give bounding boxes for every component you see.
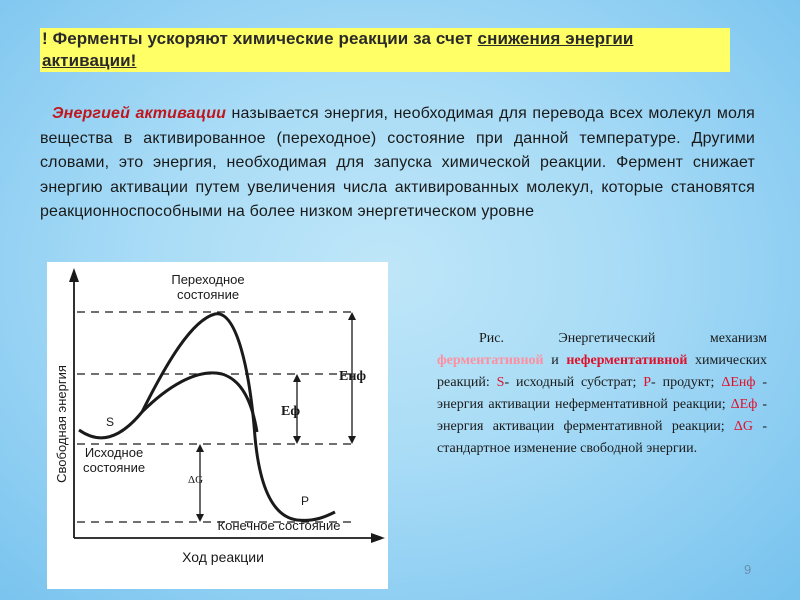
e-nf-label: Енф bbox=[339, 369, 367, 384]
transition-state-label-2: состояние bbox=[176, 287, 240, 302]
initial-state-label-2: состояние bbox=[82, 460, 146, 475]
caption-enzymatic: ферментативной bbox=[437, 353, 544, 368]
caption-part-3: химических реакций: bbox=[437, 353, 767, 390]
caption-part-5: - продукт; bbox=[651, 375, 722, 390]
term-activation-energy: Энергией активации bbox=[52, 105, 227, 122]
caption-part-8: - стандартное изменение свободной энергии. bbox=[437, 419, 767, 456]
caption-ef: ΔЕф bbox=[730, 397, 758, 412]
s-label: S bbox=[106, 415, 115, 429]
headline-banner bbox=[40, 28, 730, 72]
y-axis-label: Свободная энергия bbox=[54, 365, 69, 483]
headline-highlight: снижения энергии активации! bbox=[42, 29, 634, 70]
x-axis-arrow bbox=[371, 533, 385, 543]
page-number: 9 bbox=[744, 562, 752, 577]
caption-s: S bbox=[496, 375, 505, 390]
caption-part-7: - энергия активации ферментативной реакции; bbox=[437, 397, 767, 434]
caption-part-4: - исходный субстрат; bbox=[504, 375, 644, 390]
caption-p: Р bbox=[643, 375, 652, 390]
dg-label: ΔG bbox=[188, 474, 204, 486]
final-state-label: Конечное состояние bbox=[217, 518, 341, 533]
p-label: P bbox=[301, 494, 310, 508]
initial-state-label: Исходное bbox=[84, 445, 144, 460]
figure-caption bbox=[437, 328, 767, 460]
headline-prefix: ! Ферменты ускоряют химические реакции за счет bbox=[42, 29, 478, 48]
y-axis-arrow bbox=[69, 268, 79, 282]
caption-part-6: - энергия активации неферментативной реакции; bbox=[437, 375, 767, 412]
caption-part-2: и bbox=[543, 353, 567, 368]
caption-nonenzymatic: неферментативной bbox=[566, 353, 688, 368]
definition-text: называется энергия, необходимая для перевода всех молекул моля вещества в активированное (переходное) состояние при данной температуре. Другими словами, это энергия, необходимая для запуска химической реакции. Фермент снижает энергию активации путем увеличения числа активированных молекул, которые становятся реакционноспособными на более низком энергетическом уровне bbox=[40, 105, 755, 220]
energy-diagram bbox=[47, 262, 388, 589]
definition-paragraph bbox=[40, 102, 755, 225]
caption-enf: ΔЕнф bbox=[721, 375, 756, 390]
energy-diagram-svg bbox=[47, 262, 388, 589]
caption-part-1: Рис. Энергетический механизм bbox=[479, 331, 767, 346]
e-f-label: Еф bbox=[281, 404, 301, 419]
transition-state-label: Переходное bbox=[171, 272, 245, 287]
x-axis-label: Ход реакции bbox=[182, 549, 264, 565]
caption-dg: ΔG bbox=[733, 419, 754, 434]
